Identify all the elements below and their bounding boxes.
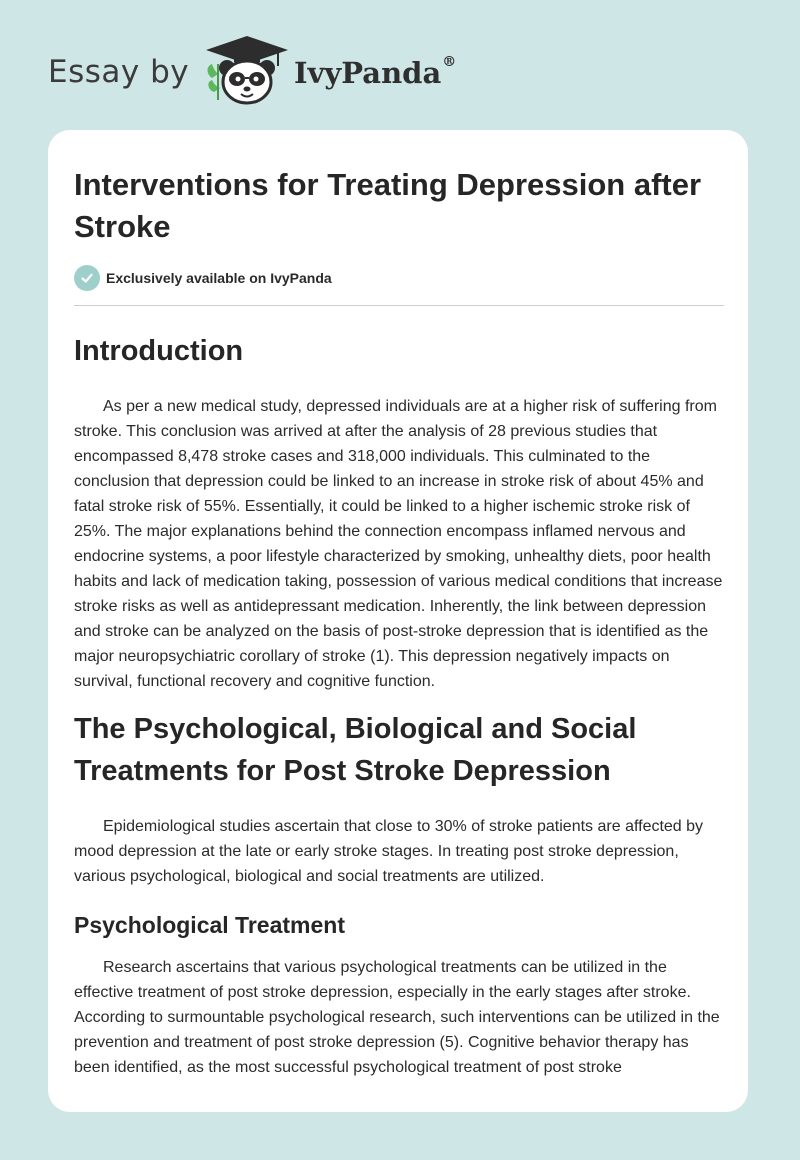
section-heading-introduction: Introduction <box>74 335 244 367</box>
checkmark-icon <box>74 265 100 291</box>
section-heading-treatments: The Psychological, Biological and Social Treatments for Post Stroke Depression <box>74 713 637 787</box>
essay-card <box>48 130 748 1112</box>
exclusive-label: Exclusively available on IvyPanda <box>106 270 332 286</box>
section-paragraph-psychological: Research ascertains that various psychological treatments can be utilized in the effective treatment of post stroke depression, especially in the early stages after stroke. According to surmountable psychological research, such interventions can be utilized in the prevention and treatment of post stroke depression (5). Cognitive behavior therapy has been identified, as the most successful psychological treatment of post stroke <box>74 959 720 1076</box>
essay-content <box>74 164 724 1080</box>
divider <box>74 305 724 306</box>
exclusive-badge <box>74 264 724 292</box>
brand-name: IvyPanda® <box>294 54 457 90</box>
panda-graduate-icon <box>204 34 290 106</box>
section-heading-psychological: Psychological Treatment <box>74 912 345 938</box>
brand-header[interactable] <box>48 34 468 106</box>
section-paragraph-introduction: As per a new medical study, depressed individuals are at a higher risk of suffering from stroke. This conclusion was arrived at after the analysis of 28 previous studies that encompassed 8,478 stroke cases and 318,000 individuals. This culminated to the conclusion that depression could be linked to an increase in stroke risk of about 45% and fatal stroke risk of 55%. Essentially, it could be linked to a higher ischemic stroke risk of 25%. The major explanations behind the connection encompass inflamed nervous and endocrine systems, a poor lifestyle characterized by smoking, unhealthy diets, poor health habits and lack of medication taking, possession of various medical conditions that increase stroke risks as well as antidepressant medication. Inherently, the link between depression and stroke can be analyzed on the basis of post-stroke depression that is identified as the major neuropsychiatric corollary of stroke (1). This depression negatively impacts on survival, functional recovery and cognitive function. <box>74 398 723 690</box>
brand-prefix: Essay by <box>48 54 190 90</box>
section-paragraph-treatments: Epidemiological studies ascertain that close to 30% of stroke patients are affected by mood depression at the late or early stroke stages. In treating post stroke depression, various psychological, biological and social treatments are utilized. <box>74 818 704 885</box>
page-title: Interventions for Treating Depression after Stroke <box>74 167 702 244</box>
